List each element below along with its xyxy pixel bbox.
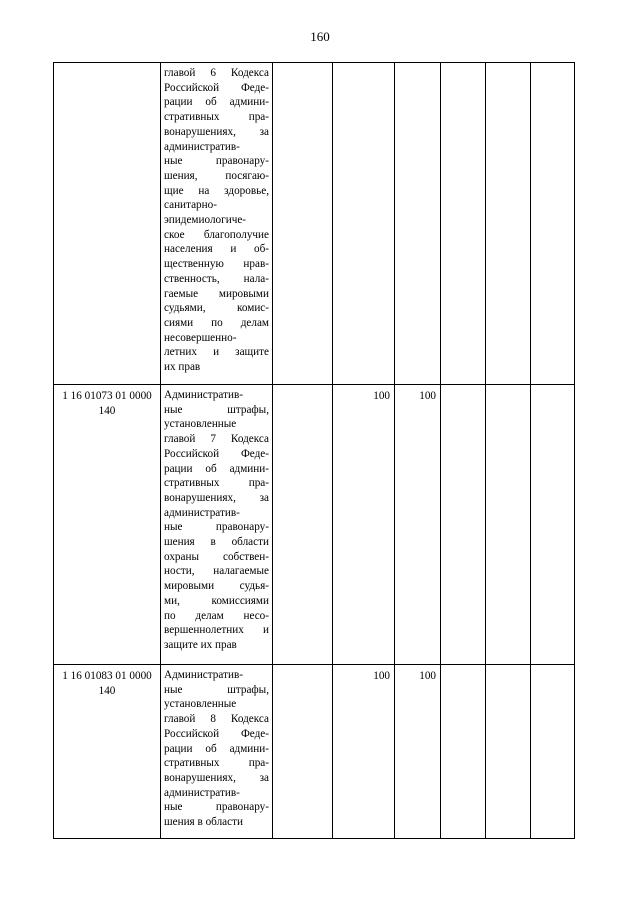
name-line: сиями по делам bbox=[164, 316, 269, 329]
name-line: мировыми судья- bbox=[164, 580, 269, 593]
budget-code-cell bbox=[54, 63, 161, 385]
name-line: защите их прав bbox=[164, 638, 237, 651]
amount-cell-col8 bbox=[531, 665, 575, 839]
amount-cell-col3 bbox=[273, 385, 333, 665]
name-line: главой 7 Кодекса bbox=[164, 433, 269, 446]
name-line: по делам несо- bbox=[164, 609, 269, 622]
name-line: рации об админи- bbox=[164, 742, 269, 755]
name-line: санитарно- bbox=[164, 199, 217, 212]
name-line: главой 6 Кодекса bbox=[164, 67, 269, 79]
budget-code-cell: 1 16 01083 01 0000 140 bbox=[54, 665, 161, 839]
name-line: щественную нрав- bbox=[164, 258, 269, 271]
budget-table bbox=[53, 62, 575, 839]
amount-cell-col8 bbox=[531, 63, 575, 385]
amount-cell-col5: 100 bbox=[395, 385, 441, 665]
name-line: главой 8 Кодекса bbox=[164, 713, 269, 726]
name-line: ственность, нала- bbox=[164, 272, 269, 285]
name-line: Российской Феде- bbox=[164, 727, 269, 740]
name-line: стративных пра- bbox=[164, 111, 269, 124]
name-line: летних и защите bbox=[164, 346, 269, 359]
name-line: вершеннолетних и bbox=[164, 624, 269, 637]
revenue-name-cell bbox=[161, 665, 273, 839]
name-line: ные правонару- bbox=[164, 801, 269, 814]
table-row bbox=[54, 385, 575, 665]
name-line: рации об админи- bbox=[164, 96, 269, 109]
name-line: охраны собствен- bbox=[164, 550, 269, 563]
name-line: ми, комиссиями bbox=[164, 594, 269, 607]
name-line: ское благополучие bbox=[164, 228, 269, 241]
name-line: шения, посягаю- bbox=[164, 169, 269, 182]
page-number: 160 bbox=[310, 29, 330, 44]
amount-cell-col7 bbox=[486, 665, 531, 839]
name-line: установленные bbox=[164, 698, 237, 711]
name-line: вонарушениях, за bbox=[164, 125, 269, 138]
name-line: гаемые мировыми bbox=[164, 287, 269, 300]
name-line: административ- bbox=[164, 786, 240, 799]
amount-cell-col4: 100 bbox=[333, 385, 395, 665]
name-line: установленные bbox=[164, 418, 237, 431]
amount-cell-col7 bbox=[486, 63, 531, 385]
table-row bbox=[54, 63, 575, 385]
amount-cell-col5: 100 bbox=[395, 665, 441, 839]
amount-cell-col8 bbox=[531, 385, 575, 665]
amount-cell-col6 bbox=[441, 665, 486, 839]
name-line: Российской Феде- bbox=[164, 447, 269, 460]
name-line: стративных пра- bbox=[164, 477, 269, 490]
name-line: ные правонару- bbox=[164, 521, 269, 534]
amount-cell-col3 bbox=[273, 63, 333, 385]
name-line: ные штрафы, bbox=[164, 403, 269, 416]
name-line: несовершенно- bbox=[164, 331, 237, 344]
name-line: шения в области bbox=[164, 536, 269, 549]
name-line: стративных пра- bbox=[164, 757, 269, 770]
name-line: населения и об- bbox=[164, 243, 269, 256]
name-line: рации об админи- bbox=[164, 462, 269, 475]
name-line: Административ- bbox=[164, 389, 243, 401]
name-line: административ- bbox=[164, 140, 240, 153]
amount-cell-col4 bbox=[333, 63, 395, 385]
amount-cell-col7 bbox=[486, 385, 531, 665]
table-body bbox=[54, 63, 575, 839]
amount-cell-col4: 100 bbox=[333, 665, 395, 839]
name-line: шения в области bbox=[164, 816, 243, 829]
name-line: ности, налагаемые bbox=[164, 565, 269, 578]
name-line: вонарушениях, за bbox=[164, 771, 269, 784]
name-line: ные штрафы, bbox=[164, 683, 269, 696]
name-line: судьями, комис- bbox=[164, 302, 269, 315]
revenue-name-cell bbox=[161, 63, 273, 385]
name-line: Административ- bbox=[164, 669, 243, 681]
amount-cell-col5 bbox=[395, 63, 441, 385]
name-line: административ- bbox=[164, 506, 240, 519]
amount-cell-col6 bbox=[441, 63, 486, 385]
name-line: эпидемиологиче- bbox=[164, 214, 247, 227]
name-line: ные правонару- bbox=[164, 155, 269, 168]
table-row bbox=[54, 665, 575, 839]
name-line: вонарушениях, за bbox=[164, 491, 269, 504]
name-line: Российской Феде- bbox=[164, 81, 269, 94]
name-line: щие на здоровье, bbox=[164, 184, 269, 197]
amount-cell-col3 bbox=[273, 665, 333, 839]
amount-cell-col6 bbox=[441, 385, 486, 665]
budget-code-cell: 1 16 01073 01 0000 140 bbox=[54, 385, 161, 665]
revenue-name-cell bbox=[161, 385, 273, 665]
name-line: их прав bbox=[164, 361, 201, 374]
